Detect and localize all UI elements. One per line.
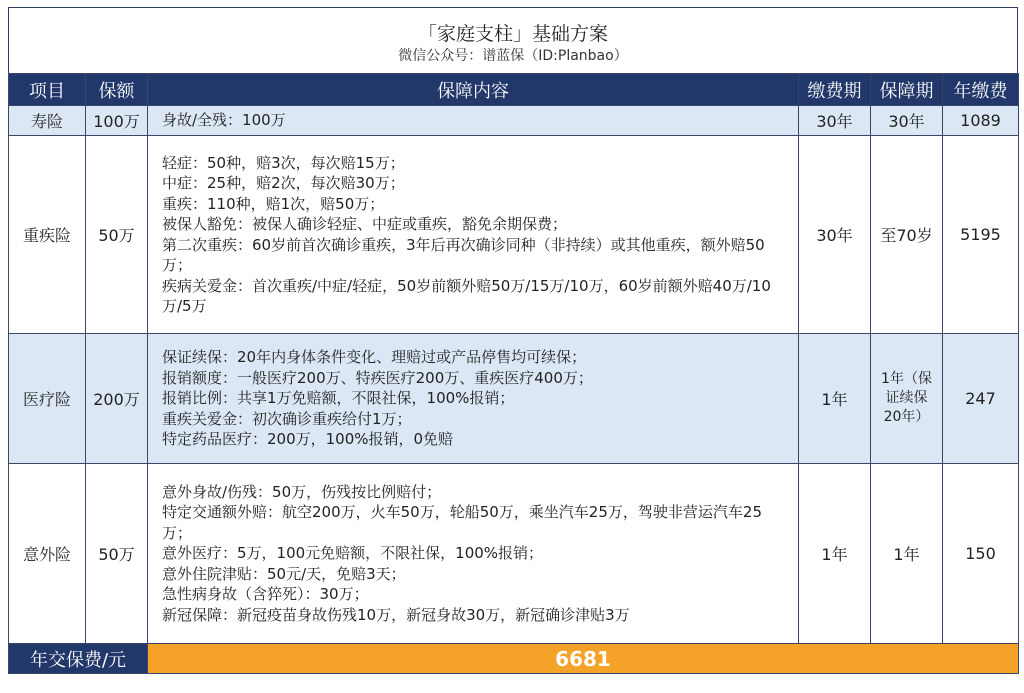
- annual-fee-cell: 1089: [943, 106, 1019, 136]
- detail-line: 疾病关爱金：首次重疾/中症/轻症，50岁前额外赔50万/15万/10万，60岁前额外赔40万/10万/5万: [162, 276, 771, 315]
- details-cell: [148, 106, 799, 136]
- detail-line: 意外医疗：5万，100元免赔额，不限社保，100%报销；: [162, 544, 544, 563]
- detail-line: 意外身故/伤残：50万，伤残按比例赔付；: [162, 482, 442, 501]
- coverage-period-cell: 30年: [871, 106, 943, 136]
- amount-cell: 50万: [86, 464, 148, 644]
- detail-line: 特定交通额外赔：航空200万，火车50万，轮船50万，乘坐汽车25万，驾驶非营运汽车25万；: [162, 503, 762, 542]
- total-row: [9, 644, 1019, 674]
- detail-line: 重疾关爱金：初次确诊重疾给付1万；: [162, 409, 412, 428]
- detail-line: 重疾：110种，赔1次，赔50万；: [162, 194, 385, 213]
- annual-fee-cell: 150: [943, 464, 1019, 644]
- detail-line: 中症：25种，赔2次，每次赔30万；: [162, 174, 405, 192]
- detail-line: 轻症：50种，赔3次，每次赔15万；: [162, 153, 405, 172]
- item-cell: 寿险: [9, 106, 86, 136]
- table-row: [9, 334, 1019, 464]
- table-row: [9, 136, 1019, 334]
- coverage-period-cell: 1年（保证续保20年）: [871, 334, 943, 464]
- pay-period-cell: 1年: [799, 334, 871, 464]
- detail-line: 特定药品医疗：200万，100%报销，0免赔: [162, 430, 454, 449]
- pay-period-cell: 30年: [799, 106, 871, 136]
- detail-line: 报销比例：共享1万免赔额，不限社保，100%报销；: [162, 389, 515, 408]
- detail-line: 被保人豁免：被保人确诊轻症、中症或重疾，豁免余期保费；: [162, 215, 568, 233]
- details-cell: [148, 334, 799, 464]
- page-title: 「家庭支柱」基础方案: [417, 23, 608, 45]
- coverage-period-cell: 1年: [871, 464, 943, 644]
- table-row: [9, 464, 1019, 644]
- column-header-amount: 保额: [86, 74, 148, 106]
- column-header-pay-period: 缴费期: [799, 74, 871, 106]
- details-cell: [148, 464, 799, 644]
- plan-table: [8, 73, 1019, 674]
- plan-table-container: [8, 7, 1018, 674]
- detail-line: 第二次重疾：60岁前首次确诊重疾，3年后再次确诊同种（非持续）或其他重疾，额外赔50万；: [162, 235, 765, 274]
- coverage-period-cell: 至70岁: [871, 136, 943, 334]
- pay-period-cell: 30年: [799, 136, 871, 334]
- table-header-row: [9, 74, 1019, 106]
- annual-fee-cell: 5195: [943, 136, 1019, 334]
- detail-line: 新冠保障：新冠疫苗身故伤残10万，新冠身故30万，新冠确诊津贴3万: [162, 605, 630, 624]
- annual-fee-cell: 247: [943, 334, 1019, 464]
- column-header-coverage-period: 保障期: [871, 74, 943, 106]
- total-value: 6681: [148, 644, 1019, 674]
- detail-line: 保证续保：20年内身体条件变化、理赔过或产品停售均可续保；: [162, 348, 587, 367]
- column-header-item: 项目: [9, 74, 86, 106]
- item-cell: 重疾险: [9, 136, 86, 334]
- page-subtitle: 微信公众号：谱蓝保（ID:Planbao）: [398, 48, 628, 64]
- detail-line: 急性病身故（含猝死）：30万；: [162, 585, 369, 604]
- pay-period-cell: 1年: [799, 464, 871, 644]
- details-cell: [148, 136, 799, 334]
- amount-cell: 100万: [86, 106, 148, 136]
- item-cell: 医疗险: [9, 334, 86, 464]
- amount-cell: 200万: [86, 334, 148, 464]
- total-label: 年交保费/元: [9, 644, 148, 674]
- detail-line: 报销额度：一般医疗200万、特疾医疗200万、重疾医疗400万；: [162, 368, 593, 387]
- column-header-annual-fee: 年缴费: [943, 74, 1019, 106]
- table-row: [9, 106, 1019, 136]
- detail-line: 身故/全残：100万: [162, 111, 286, 130]
- detail-line: 意外住院津贴：50元/天，免赔3天；: [162, 564, 406, 583]
- item-cell: 意外险: [9, 464, 86, 644]
- title-block: [8, 7, 1018, 73]
- amount-cell: 50万: [86, 136, 148, 334]
- column-header-details: 保障内容: [148, 74, 799, 106]
